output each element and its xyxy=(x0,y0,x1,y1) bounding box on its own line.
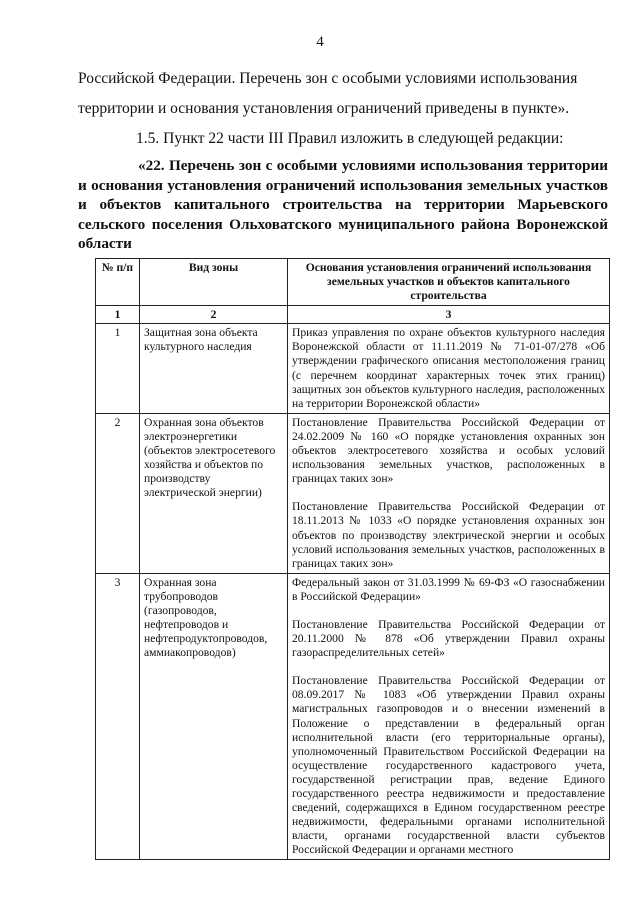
basis-paragraph: Постановление Правительства Российской Федерации от 08.09.2017 № 1083 «Об утверждении Правил охраны магистральных газопроводов и о внесении изменений в Положение о представлении в федеральный орган исполнительной власти (его территориальные органы), уполномоченный Правительством Российской Федерации на осуществление государственного кадастрового учета, государственной регистрации прав, ведение Единого государственного реестра недвижимости и предоставление сведений, содержащихся в Едином государственном реестре недвижимости, федеральными органами исполнительной власти, органами государственной власти субъектов Российской Федерации и органами местного xyxy=(292,674,605,857)
section-heading: «22. Перечень зон с особыми условиями использования территории и основания установления ограничений использования земельных участков и объектов капитального строительства на территории Марьевского сельского поселения Ольховатского муниципального района Воронежской области xyxy=(78,157,608,252)
zone-basis xyxy=(288,324,610,414)
table-row xyxy=(96,413,610,573)
basis-paragraph: Федеральный закон от 31.03.1999 № 69-ФЗ «О газоснабжении в Российской Федерации» xyxy=(292,575,605,603)
zone-type: Охранная зона объектов электроэнергетики (объектов электросетевого хозяйства и объектов по производству электрической энергии) xyxy=(140,413,288,573)
column-index: 1 xyxy=(96,306,140,324)
basis-paragraph: Приказ управления по охране объектов культурного наследия Воронежской области от 11.11.2019 № 71-01-07/278 «Об утверждении графического описания местоположения границ (с перечнем координат характерных точек этих границ) защитных зон объектов культурного наследия, расположенных на территории Воронежской области» xyxy=(292,326,605,410)
column-index: 2 xyxy=(140,306,288,324)
row-number: 2 xyxy=(96,413,140,573)
zones-table xyxy=(95,258,610,860)
zone-type: Защитная зона объекта культурного наследия xyxy=(140,324,288,414)
header-number: № п/п xyxy=(96,259,140,306)
zone-basis xyxy=(288,573,610,860)
row-number: 1 xyxy=(96,324,140,414)
header-zone-type: Вид зоны xyxy=(140,259,288,306)
row-number: 3 xyxy=(96,573,140,860)
clause-text: 1.5. Пункт 22 части III Правил изложить в следующей редакции: xyxy=(136,130,564,147)
page-number: 4 xyxy=(316,34,324,50)
table-row xyxy=(96,573,610,860)
basis-paragraph: Постановление Правительства Российской Федерации от 24.02.2009 № 160 «О порядке установления охранных зон объектов электросетевого хозяйства и особых условий использования земельных участков, расположенных в границах таких зон» xyxy=(292,415,605,486)
table-index-row xyxy=(96,306,610,324)
basis-paragraph: Постановление Правительства Российской Федерации от 20.11.2000 № 878 «Об утверждении Правил охраны газораспределительных сетей» xyxy=(292,617,605,660)
intro-line-1: Российской Федерации. Перечень зон с особыми условиями использования xyxy=(78,70,578,87)
zone-type: Охранная зона трубопроводов (газопроводов, нефтепроводов и нефтепродуктопроводов, аммиакопроводов) xyxy=(140,573,288,860)
table-header-row xyxy=(96,259,610,306)
column-index: 3 xyxy=(288,306,610,324)
intro-line-2: территории и основания установления ограничений приведены в пункте». xyxy=(78,100,570,117)
header-basis: Основания установления ограничений использования земельных участков и объектов капитального строительства xyxy=(288,259,610,306)
zone-basis xyxy=(288,413,610,573)
table-row xyxy=(96,324,610,414)
basis-paragraph: Постановление Правительства Российской Федерации от 18.11.2013 № 1033 «О порядке установления охранных зон объектов по производству электрической энергии и особых условий использования земельных участков, расположенных в границах таких зон» xyxy=(292,500,605,570)
